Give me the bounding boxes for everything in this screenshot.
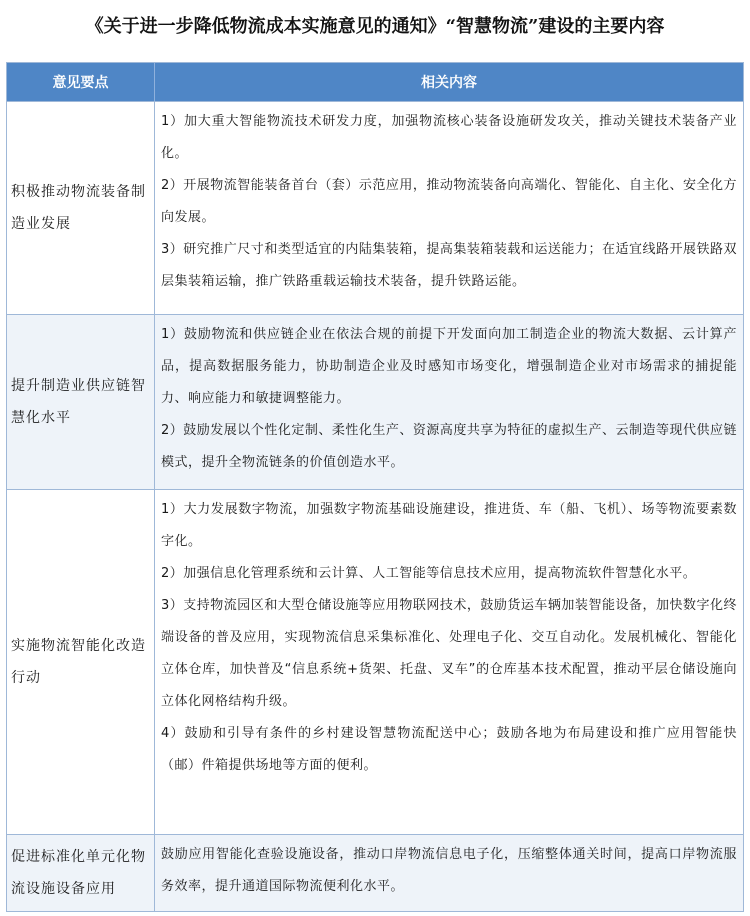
- table-row: [7, 314, 743, 489]
- content-table: [6, 62, 744, 912]
- table-header: [7, 63, 743, 101]
- content-item: 2）加强信息化管理系统和云计算、人工智能等信息技术应用，提高物流软件智慧化水平。: [161, 566, 697, 581]
- content-item: 4）鼓励和引导有条件的乡村建设智慧物流配送中心；鼓励各地为布局建设和推广应用智能快（邮）件箱提供场地等方面的便利。: [161, 726, 737, 773]
- row-point: 积极推动物流装备制造业发展: [7, 102, 155, 314]
- page-title: 《关于进一步降低物流成本实施意见的通知》“智慧物流”建设的主要内容: [85, 16, 665, 37]
- content-item: 3）支持物流园区和大型仓储设施等应用物联网技术，鼓励货运车辆加装智能设备，加快数字化终端设备的普及应用，实现物流信息采集标准化、处理电子化、交互自动化。发展机械化、智能化立体仓库，加快普及“信息系统+货架、托盘、叉车”的仓库基本技术配置，推动平层仓储设施向立体化网格结构升级。: [161, 598, 737, 709]
- table-row: [7, 489, 743, 834]
- header-cell-content: 相关内容: [421, 75, 477, 91]
- content-item: 鼓励应用智能化查验设施设备，推动口岸物流信息电子化，压缩整体通关时间，提高口岸物流服务效率，提升通道国际物流便利化水平。: [161, 847, 737, 894]
- header-cell-point: 意见要点: [7, 63, 155, 101]
- table-row: [7, 101, 743, 314]
- row-content: [155, 490, 743, 834]
- content-item: 2）鼓励发展以个性化定制、柔性化生产、资源高度共享为特征的虚拟生产、云制造等现代供应链模式，提升全物流链条的价值创造水平。: [161, 423, 737, 470]
- row-content: [155, 102, 743, 314]
- row-point: 促进标准化单元化物流设施设备应用: [7, 835, 155, 911]
- row-content: [155, 835, 743, 911]
- content-item: 2）开展物流智能装备首台（套）示范应用，推动物流装备向高端化、智能化、自主化、安全化方向发展。: [161, 178, 737, 225]
- row-point: 实施物流智能化改造行动: [7, 490, 155, 834]
- content-item: 1）大力发展数字物流，加强数字物流基础设施建设，推进货、车（船、飞机）、场等物流要素数字化。: [161, 502, 737, 549]
- table-row: [7, 834, 743, 911]
- row-content: [155, 315, 743, 489]
- content-item: 1）鼓励物流和供应链企业在依法合规的前提下开发面向加工制造企业的物流大数据、云计算产品，提高数据服务能力，协助制造企业及时感知市场变化，增强制造企业对市场需求的捕捉能力、响应能力和敏捷调整能力。: [161, 327, 737, 406]
- row-point: 提升制造业供应链智慧化水平: [7, 315, 155, 489]
- content-item: 3）研究推广尺寸和类型适宜的内陆集装箱，提高集装箱装载和运送能力；在适宜线路开展铁路双层集装箱运输，推广铁路重载运输技术装备，提升铁路运能。: [161, 242, 737, 289]
- content-item: 1）加大重大智能物流技术研发力度，加强物流核心装备设施研发攻关，推动关键技术装备产业化。: [161, 114, 737, 161]
